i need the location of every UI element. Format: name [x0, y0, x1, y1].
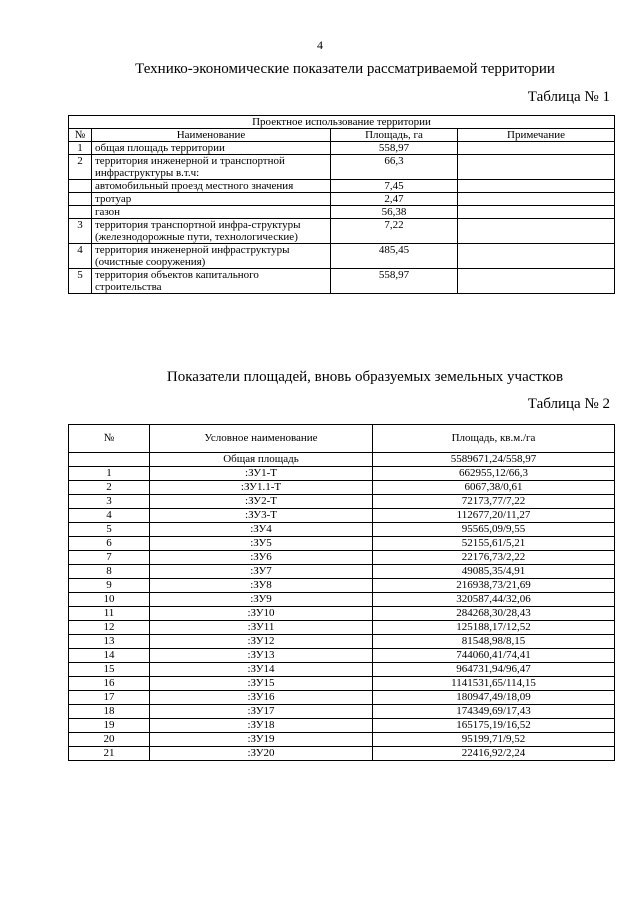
- table1-row-name: территория объектов капитального строительства: [92, 269, 331, 294]
- table2-row-num: 19: [69, 719, 150, 733]
- table1-row-area: 485,45: [331, 244, 458, 269]
- table2-row-num: 15: [69, 663, 150, 677]
- table2-total-name: Общая площадь: [150, 453, 373, 467]
- table2-row-num: 2: [69, 481, 150, 495]
- table1-title: Проектное использование территории: [69, 116, 615, 129]
- table2-label: Таблица № 2: [527, 396, 610, 412]
- table1-row-area: 56,38: [331, 206, 458, 219]
- table2-row: [69, 747, 615, 761]
- table2-row-num: 14: [69, 649, 150, 663]
- table2-row-num: 17: [69, 691, 150, 705]
- table2-header-row: [69, 425, 615, 453]
- table1-row-note: [458, 206, 615, 219]
- table2-row-num: 4: [69, 509, 150, 523]
- table2-row-name: :ЗУ1-Т: [150, 467, 373, 481]
- table2-row: [69, 691, 615, 705]
- table1-row-name: тротуар: [92, 193, 331, 206]
- table2-row-num: 5: [69, 523, 150, 537]
- table1-row: [69, 269, 615, 294]
- table1-row-note: [458, 244, 615, 269]
- table2-row-area: 81548,98/8,15: [373, 635, 615, 649]
- table1-row-name: территория транспортной инфра-структуры (железнодорожные пути, технологические): [92, 219, 331, 244]
- table2-row-num: 3: [69, 495, 150, 509]
- table2-total-num: [69, 453, 150, 467]
- table1-row-name: автомобильный проезд местного значения: [92, 180, 331, 193]
- table2-row-num: 6: [69, 537, 150, 551]
- table2-row: [69, 733, 615, 747]
- table2-row-name: :ЗУ3-Т: [150, 509, 373, 523]
- table1-row-name: территория инженерной инфраструктуры (очистные сооружения): [92, 244, 331, 269]
- table2-row: [69, 537, 615, 551]
- heading-indicators: Технико-экономические показатели рассматриваемой территории: [135, 61, 555, 77]
- table2-row-num: 7: [69, 551, 150, 565]
- table2-row: [69, 677, 615, 691]
- table2-row-area: 180947,49/18,09: [373, 691, 615, 705]
- table1-row: [69, 244, 615, 269]
- table1-row-num: 3: [69, 219, 92, 244]
- table2-row-num: 18: [69, 705, 150, 719]
- table2-row-num: 8: [69, 565, 150, 579]
- table2-row: [69, 621, 615, 635]
- table1-row-num: 1: [69, 142, 92, 155]
- table2-row: [69, 607, 615, 621]
- table2-row: [69, 579, 615, 593]
- table2-row-name: :ЗУ13: [150, 649, 373, 663]
- table1-row-note: [458, 155, 615, 180]
- table1-row: [69, 142, 615, 155]
- table1-header-name: Наименование: [92, 129, 331, 142]
- table2-row-area: 125188,17/12,52: [373, 621, 615, 635]
- page-number: 4: [317, 38, 323, 52]
- table2-row-name: :ЗУ14: [150, 663, 373, 677]
- table2-row-num: 12: [69, 621, 150, 635]
- table1-row-area: 66,3: [331, 155, 458, 180]
- table2-row-name: :ЗУ11: [150, 621, 373, 635]
- table2-row-name: :ЗУ17: [150, 705, 373, 719]
- table2-row-area: 320587,44/32,06: [373, 593, 615, 607]
- table1-header-area: Площадь, га: [331, 129, 458, 142]
- table2-row-name: :ЗУ2-Т: [150, 495, 373, 509]
- table1-row-num: [69, 206, 92, 219]
- table2-row: [69, 593, 615, 607]
- table2-row-area: 744060,41/74,41: [373, 649, 615, 663]
- table2-row-num: 11: [69, 607, 150, 621]
- table2-row-area: 95199,71/9,52: [373, 733, 615, 747]
- table1-header-row: [69, 129, 615, 142]
- table2-row-num: 9: [69, 579, 150, 593]
- table1-row-num: 2: [69, 155, 92, 180]
- table2-row-name: :ЗУ19: [150, 733, 373, 747]
- table2-row-area: 662955,12/66,3: [373, 467, 615, 481]
- table1-row: [69, 193, 615, 206]
- table2-total-area: 5589671,24/558,97: [373, 453, 615, 467]
- table2-row-area: 72173,77/7,22: [373, 495, 615, 509]
- table1-header-note: Примечание: [458, 129, 615, 142]
- table1-title-row: [69, 116, 615, 129]
- table2-row-area: 1141531,65/114,15: [373, 677, 615, 691]
- table2-row-area: 49085,35/4,91: [373, 565, 615, 579]
- table2-row-area: 22176,73/2,22: [373, 551, 615, 565]
- table2-row-name: :ЗУ20: [150, 747, 373, 761]
- table1-row-name: общая площадь территории: [92, 142, 331, 155]
- table2-row: [69, 481, 615, 495]
- table2-header-num: №: [69, 425, 150, 453]
- table2-row-name: :ЗУ18: [150, 719, 373, 733]
- table1-row-num: [69, 193, 92, 206]
- land-plots-table: [68, 424, 615, 761]
- table2-row: [69, 649, 615, 663]
- table2-row-name: :ЗУ15: [150, 677, 373, 691]
- table2-row: [69, 705, 615, 719]
- table2-total-row: [69, 453, 615, 467]
- table1-row-area: 7,45: [331, 180, 458, 193]
- table2-row: [69, 635, 615, 649]
- table2-row-num: 13: [69, 635, 150, 649]
- table1-row-note: [458, 142, 615, 155]
- table2-row: [69, 523, 615, 537]
- heading-land-plots: Показатели площадей, вновь образуемых земельных участков: [166, 369, 564, 385]
- table2-row-area: 174349,69/17,43: [373, 705, 615, 719]
- table2-row-name: :ЗУ16: [150, 691, 373, 705]
- table2-row-num: 21: [69, 747, 150, 761]
- table2-row-num: 10: [69, 593, 150, 607]
- table2-row-area: 52155,61/5,21: [373, 537, 615, 551]
- table2-row-area: 165175,19/16,52: [373, 719, 615, 733]
- table2-row-name: :ЗУ10: [150, 607, 373, 621]
- table1-row-name: территория инженерной и транспортной инфраструктуры в.т.ч:: [92, 155, 331, 180]
- table2-row-name: :ЗУ4: [150, 523, 373, 537]
- table2-row: [69, 565, 615, 579]
- table2-header-name: Условное наименование: [150, 425, 373, 453]
- table2-row-area: 284268,30/28,43: [373, 607, 615, 621]
- table1-row: [69, 155, 615, 180]
- table2-row-num: 16: [69, 677, 150, 691]
- table1-header-num: №: [69, 129, 92, 142]
- table1-row-area: 7,22: [331, 219, 458, 244]
- table2-row-num: 1: [69, 467, 150, 481]
- table1-row-area: 558,97: [331, 142, 458, 155]
- table1-label: Таблица № 1: [527, 89, 610, 105]
- table2-row-name: :ЗУ9: [150, 593, 373, 607]
- table2-row: [69, 495, 615, 509]
- table1-row-name: газон: [92, 206, 331, 219]
- table2-row: [69, 719, 615, 733]
- table1-row-note: [458, 219, 615, 244]
- table2-row: [69, 551, 615, 565]
- table1-row: [69, 206, 615, 219]
- table2-row-area: 22416,92/2,24: [373, 747, 615, 761]
- table2-row: [69, 663, 615, 677]
- table2-row-area: 964731,94/96,47: [373, 663, 615, 677]
- table1-row: [69, 180, 615, 193]
- table2-row-area: 6067,38/0,61: [373, 481, 615, 495]
- table1-row-note: [458, 269, 615, 294]
- territory-use-table: [68, 115, 615, 294]
- table2-row-name: :ЗУ6: [150, 551, 373, 565]
- table1-row-area: 2,47: [331, 193, 458, 206]
- table2-row-name: :ЗУ5: [150, 537, 373, 551]
- table2-row: [69, 467, 615, 481]
- table2-row-name: :ЗУ7: [150, 565, 373, 579]
- table2-row-area: 216938,73/21,69: [373, 579, 615, 593]
- table1-row-num: 4: [69, 244, 92, 269]
- table1-row-num: 5: [69, 269, 92, 294]
- table2-row-num: 20: [69, 733, 150, 747]
- table2-row-area: 95565,09/9,55: [373, 523, 615, 537]
- table2-row-name: :ЗУ12: [150, 635, 373, 649]
- table1-row: [69, 219, 615, 244]
- table1-row-note: [458, 193, 615, 206]
- table2-header-area: Площадь, кв.м./га: [373, 425, 615, 453]
- table1-row-note: [458, 180, 615, 193]
- table1-row-area: 558,97: [331, 269, 458, 294]
- table2-row-name: :ЗУ8: [150, 579, 373, 593]
- table2-row-area: 112677,20/11,27: [373, 509, 615, 523]
- table2-row-name: :ЗУ1.1-Т: [150, 481, 373, 495]
- table1-row-num: [69, 180, 92, 193]
- table2-row: [69, 509, 615, 523]
